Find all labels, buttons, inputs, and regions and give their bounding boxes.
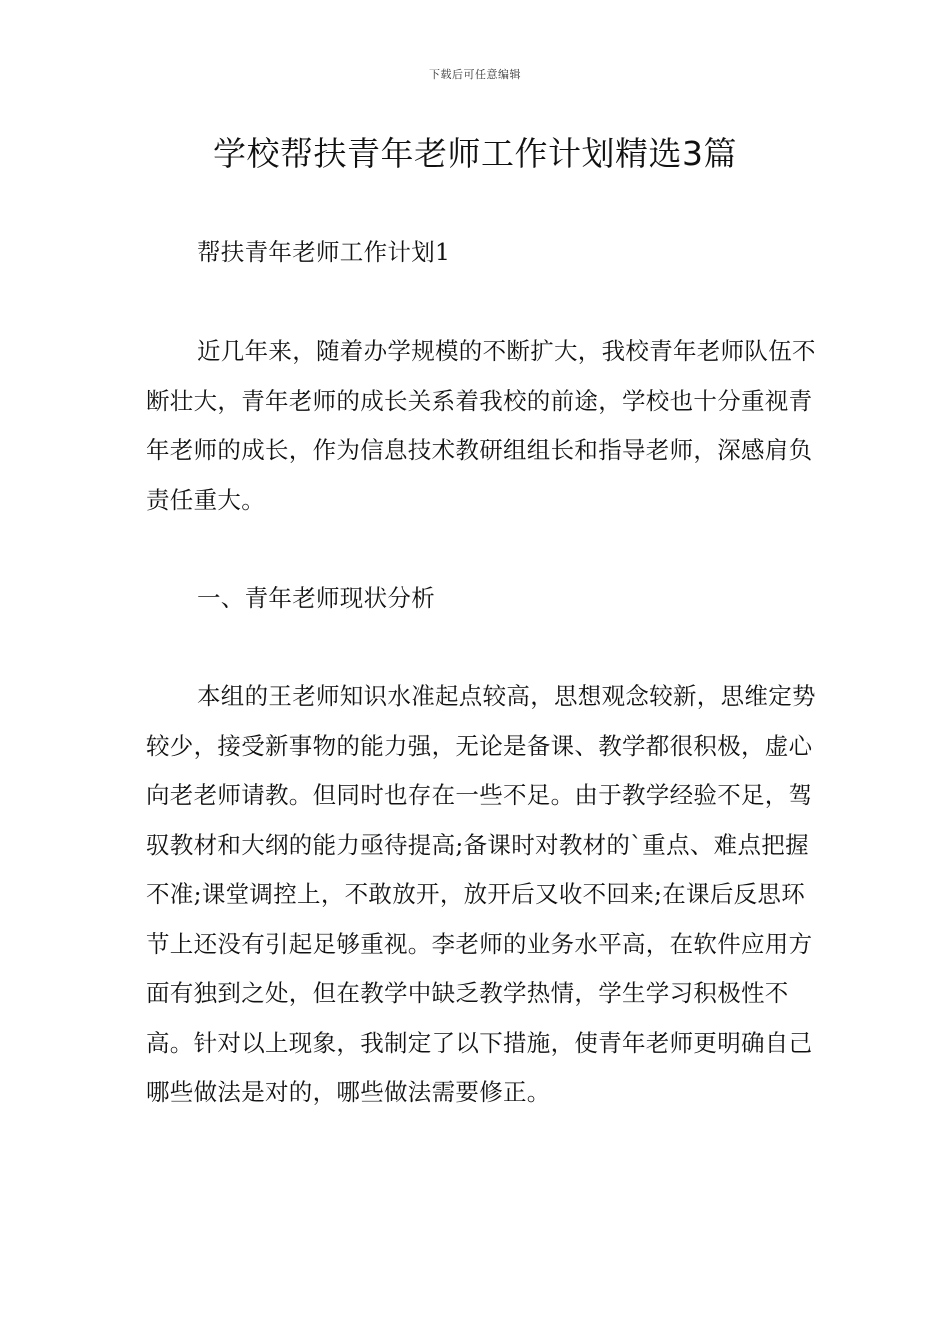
header-note: 下载后可任意编辑 (429, 68, 521, 81)
plan-subtitle: 帮扶青年老师工作计划1 (197, 238, 451, 266)
document-title: 学校帮扶青年老师工作计划精选3篇 (213, 134, 737, 173)
analysis-paragraph: 本组的王老师知识水准起点较高，思想观念较新，思维定势较少，接受新事物的能力强，无论是备课、教学都很积极，虚心向老老师请教。但同时也存在一些不足。由于教学经验不足，驾驭教材和大纲的能力亟待提高;备课时对教材的`重点、难点把握不准;课堂调控上，不敢放开，放开后又收不回来;在课后反思环节上还没有引起足够重视。李老师的业务水平高，在软件应用方面有独到之处，但在教学中缺乏教学热情，学生学习积极性不高。针对以上现象，我制定了以下措施，使青年老师更明确自己哪些做法是对的，哪些做法需要修正。 (146, 682, 816, 1106)
intro-paragraph: 近几年来，随着办学规模的不断扩大，我校青年老师队伍不断壮大，青年老师的成长关系着我校的前途，学校也十分重视青年老师的成长，作为信息技术教研组组长和指导老师，深感肩负责任重大。 (146, 337, 816, 514)
section-heading: 一、青年老师现状分析 (197, 584, 435, 612)
